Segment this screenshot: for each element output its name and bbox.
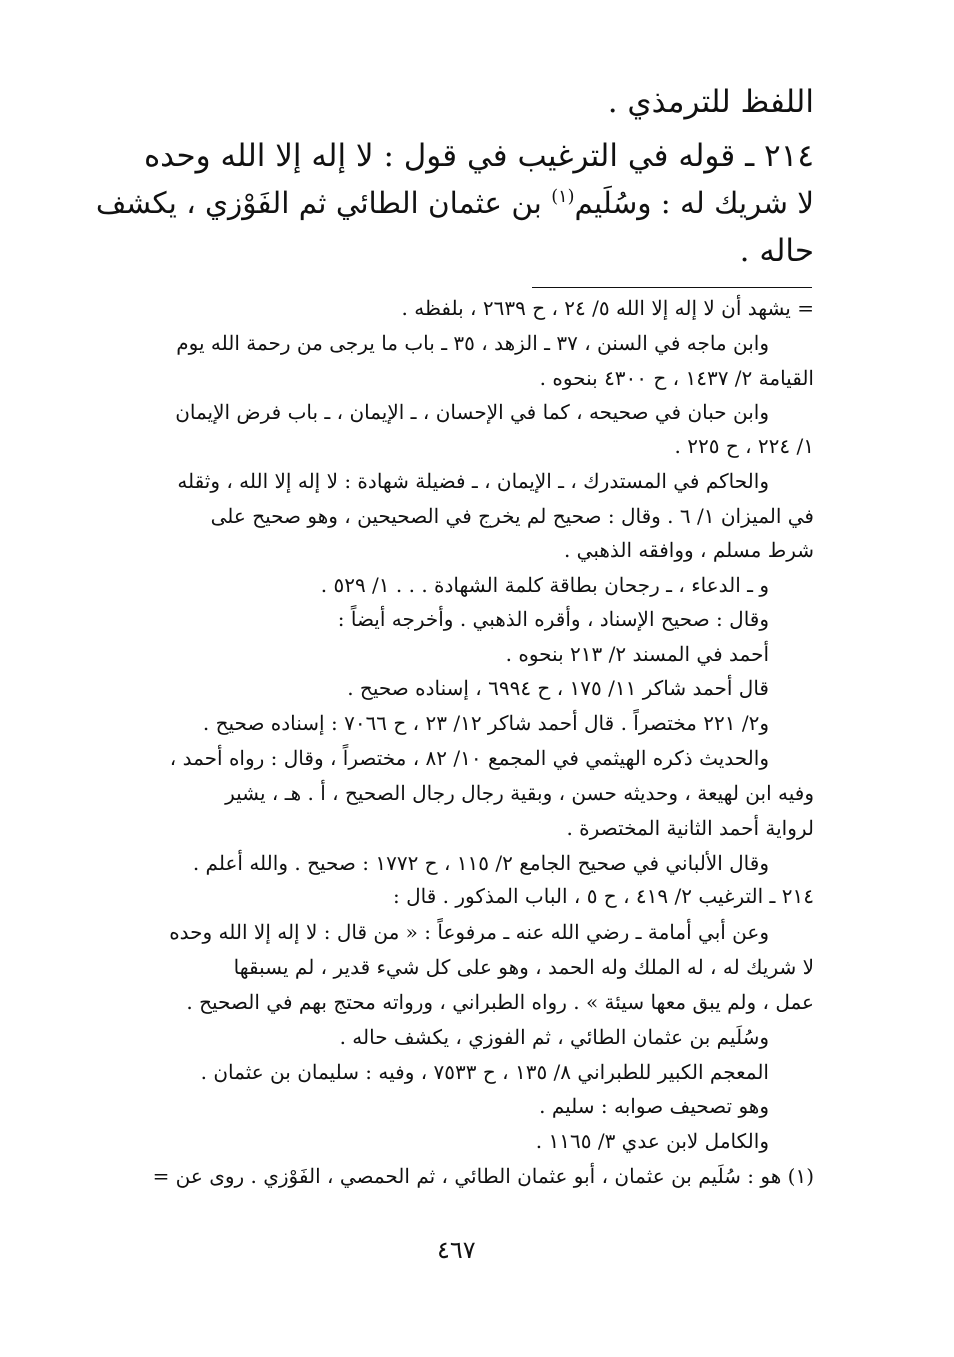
footnote-line: في الميزان ١/ ٦ . وقال : صحيح لم يخرج في الصحيحين ، وهو صحيح على	[210, 504, 814, 528]
main-text-line-4: حاله .	[739, 233, 814, 269]
footnote-line: وهو تصحيف صوابه : سليم .	[539, 1094, 769, 1118]
footnote-line: والكامل لابن عدي ٣/ ١١٦٥ .	[535, 1129, 769, 1153]
footnote-line: وابن ماجه في السنن ، ٣٧ ـ الزهد ، ٣٥ ـ باب ما يرجى من رحمة الله يوم	[176, 331, 769, 355]
footnote-line: لرواية أحمد الثانية المختصرة .	[566, 816, 814, 840]
footnote-line: لا شريك له ، له الملك وله الحمد ، وهو على كل شيء قدير ، لم يسبقها	[233, 955, 814, 979]
footnote-line: وقال الألباني في صحيح الجامع ٢/ ١١٥ ، ح ١٧٧٢ : صحيح . والله أعلم .	[192, 851, 769, 875]
footnote-line: وفيه ابن لهيعة ، وحديثه حسن ، وبقية رجال رجال الصحيح ، أ . هـ ، يشير	[225, 781, 814, 805]
footnote-line: وابن حبان في صحيحه ، كما في الإحسان ، ـ الإيمان ، ـ باب فرض الإيمان	[175, 400, 769, 424]
footnote-line: شرط مسلم ، ووافقه الذهبي .	[563, 538, 814, 562]
footnote-line: عمل ، ولم يبق معها سيئة » . رواه الطبراني ، ورواته محتج بهم في الصحيح .	[186, 990, 814, 1014]
footnote-line: وعن أبي أمامة ـ رضي الله عنه ـ مرفوعاً : « من قال : لا إله إلا الله وحده	[169, 920, 769, 944]
footnote-line: والحديث ذكره الهيثمي في المجمع ١٠/ ٨٢ ، مختصراً ، وقال : رواه أحمد ،	[169, 746, 769, 770]
footnote-line: أحمد في المسند ٢/ ٢١٣ بنحوه .	[505, 642, 769, 666]
footnote-line: وسُلَيم بن عثمان الطائي ، ثم الفوزي ، يكشف حاله .	[339, 1025, 769, 1049]
footnote-line: والحاكم في المستدرك ، ـ الإيمان ، ـ فضيلة شهادة : لا إله إلا الله ، وثقله	[177, 469, 769, 493]
footnote-line: القيامة ٢/ ١٤٣٧ ، ح ٤٣٠٠ بنحوه .	[539, 366, 814, 390]
main-text-line-3	[96, 186, 814, 220]
main-text-line-3-start: لا شريك له : وسُلَيم	[574, 186, 814, 220]
main-text-line-2: ٢١٤ ـ قوله في الترغيب في قول : لا إله إلا الله وحده	[143, 138, 814, 174]
footnote-line: ١/ ٢٢٤ ، ح ٢٢٥ .	[674, 434, 814, 458]
footnote-line: ٢١٤ ـ الترغيب ٢/ ٤١٩ ، ح ٥ ، الباب المذكور . قال :	[392, 884, 814, 908]
main-text-line-3-end: بن عثمان الطائي ثم الفَوْزي ، يكشف	[95, 186, 542, 220]
footnote-line: (١) هو : سُلَيم بن عثمان ، أبو عثمان الطائي ، ثم الحمصي ، الفَوْزي . روى عن =	[152, 1164, 814, 1188]
footnote-reference: (١)	[551, 187, 575, 208]
main-text-line-1: اللفظ للترمذي .	[607, 84, 814, 120]
footnote-separator	[532, 287, 812, 288]
footnote-line: و٢/ ٢٢١ مختصراً . قال أحمد شاكر ١٢/ ٢٣ ، ح ٧٠٦٦ : إسناده صحيح .	[202, 711, 769, 735]
footnote-line: قال أحمد شاكر ١١/ ١٧٥ ، ح ٦٩٩٤ ، إسناده صحيح .	[347, 676, 769, 700]
footnote-line: = يشهد أن لا إله إلا الله ٥/ ٢٤ ، ح ٢٦٣٩ ، بلفظه .	[401, 296, 814, 320]
footnote-line: و ـ الدعاء ، ـ رجحان بطاقة كلمة الشهادة . . . ١/ ٥٢٩ .	[320, 573, 769, 597]
page-number: ٤٦٧	[437, 1236, 476, 1264]
footnote-line: المعجم الكبير للطبراني ٨/ ١٣٥ ، ح ٧٥٣٣ ، وفيه : سليمان بن عثمان .	[200, 1060, 769, 1084]
footnote-line: وقال : صحيح الإسناد ، وأقره الذهبي . وأخرجه أيضاً :	[337, 607, 769, 631]
